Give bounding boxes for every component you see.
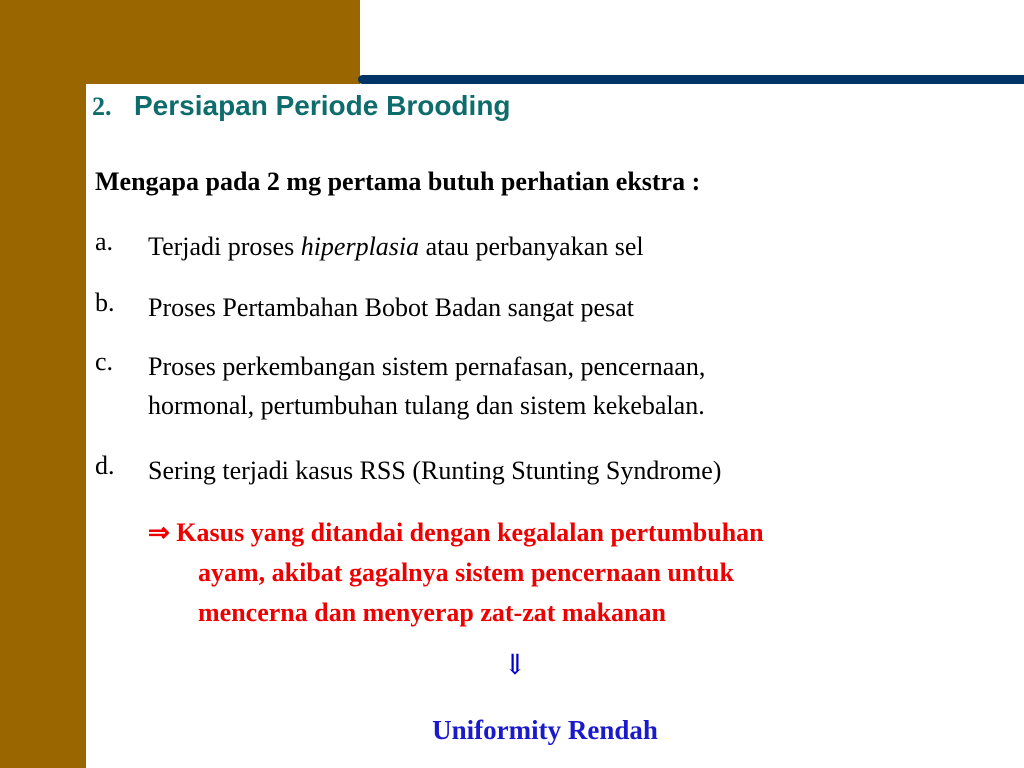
list-item-text <box>148 347 998 425</box>
frame-left-bar <box>0 0 86 768</box>
rss-explanation-text-1: Kasus yang ditandai dengan kegalalan pertumbuhan <box>176 518 764 547</box>
rss-explanation-line-2: ayam, akibat gagalnya sistem pencernaan untuk <box>198 558 734 587</box>
list-marker: a. <box>95 227 114 256</box>
italic-term: hiperplasia <box>300 232 420 261</box>
list-item-text-end: atau perbanyakan sel <box>419 232 644 261</box>
rss-explanation-line-1 <box>148 513 1008 553</box>
implies-arrow-icon: ⇒ <box>148 518 170 547</box>
section-heading: Mengapa pada 2 mg pertama butuh perhatian ekstra : <box>95 167 701 196</box>
list-marker: b. <box>95 288 115 317</box>
rss-explanation-line-3: mencerna dan menyerap zat-zat makanan <box>198 598 666 627</box>
title-number: 2. <box>92 92 112 121</box>
title-rule <box>358 75 1024 84</box>
list-item-text: Sering terjadi kasus RSS (Runting Stunting Syndrome) <box>148 456 722 485</box>
list-item-text <box>148 227 998 266</box>
list-marker: d. <box>95 451 115 480</box>
rss-explanation <box>148 513 1008 633</box>
conclusion-text: Uniformity Rendah <box>432 715 658 745</box>
double-down-arrow-icon: ⇓ <box>503 648 527 681</box>
list-item-text-start: Terjadi proses <box>148 232 301 261</box>
frame-top-block <box>0 0 360 84</box>
list-marker: c. <box>95 347 114 376</box>
list-item-line-1: Proses perkembangan sistem pernafasan, pencernaan, <box>148 352 706 381</box>
list-item-text: Proses Pertambahan Bobot Badan sangat pesat <box>148 293 634 322</box>
slide-title: Persiapan Periode Brooding <box>134 90 511 121</box>
list-item-line-2: hormonal, pertumbuhan tulang dan sistem kekebalan. <box>148 391 705 420</box>
